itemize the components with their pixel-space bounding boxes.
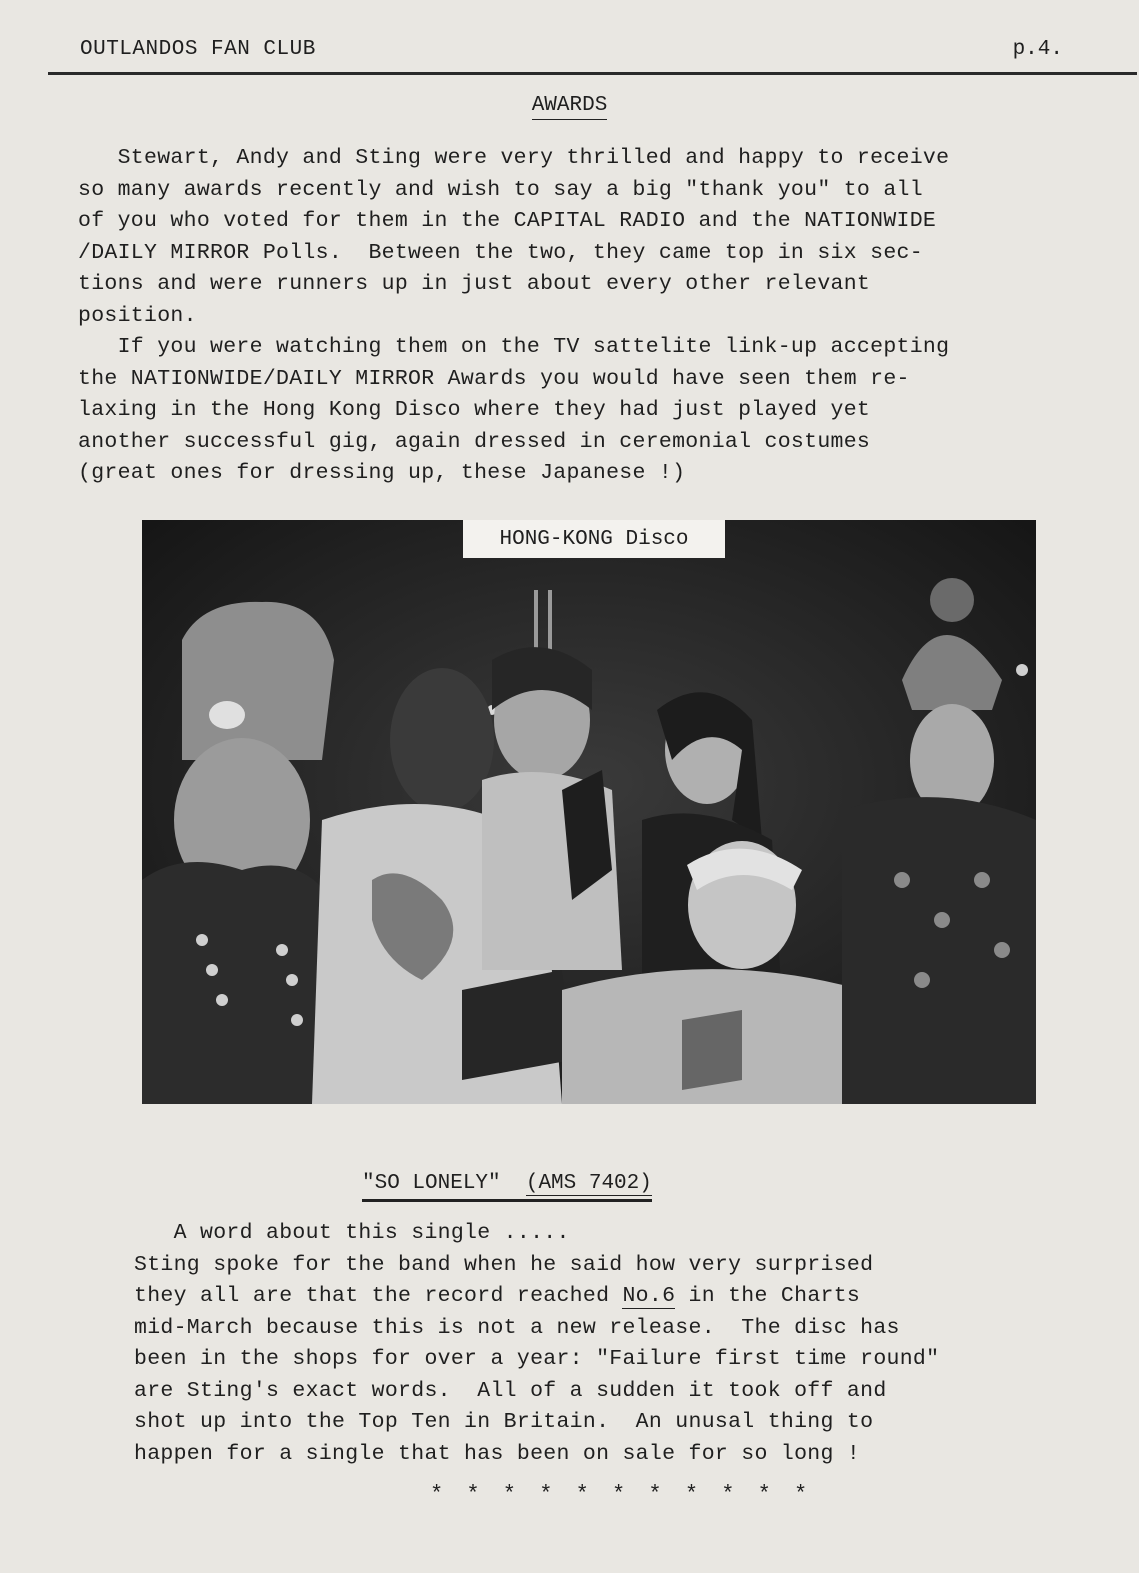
single-line: shot up into the Top Ten in Britain. An unusal thing to (134, 1410, 874, 1434)
awards-line: /DAILY MIRROR Polls. Between the two, they came top in six sec- (78, 240, 923, 265)
single-line: happen for a single that has been on sale for so long ! (134, 1441, 861, 1466)
single-line: mid-March because this is not a new release. The disc has (134, 1315, 900, 1340)
single-line-part: they all are that the record reached (134, 1284, 623, 1308)
single-line: been in the shops for over a year: "Failure first time round" (134, 1347, 940, 1371)
awards-line: position. (78, 303, 197, 328)
awards-line: laxing in the Hong Kong Disco where they had just played yet (78, 398, 871, 422)
awards-heading-text: AWARDS (532, 94, 608, 120)
awards-line: If you were watching them on the TV sattelite link-up accepting (78, 335, 950, 359)
awards-line: so many awards recently and wish to say a big "thank you" to all (78, 177, 923, 202)
awards-line: (great ones for dressing up, these Japanese !) (78, 461, 686, 485)
single-heading (362, 1172, 652, 1202)
awards-line: Stewart, Andy and Sting were very thrilled and happy to receive (78, 146, 950, 170)
single-line: are Sting's exact words. All of a sudden it took off and (134, 1378, 887, 1403)
awards-line: tions and were runners up in just about every other relevant (78, 272, 871, 296)
photo-illustration (142, 520, 1036, 1104)
band-photo (142, 520, 1036, 1104)
newsletter-title: OUTLANDOS FAN CLUB (80, 38, 316, 61)
awards-heading (0, 94, 1139, 117)
single-title-quoted: "SO LONELY" (362, 1172, 501, 1195)
header-rule (48, 72, 1137, 75)
section-divider-stars: * * * * * * * * * * * (430, 1482, 813, 1507)
chart-position: No.6 (622, 1284, 676, 1308)
awards-body (78, 143, 949, 490)
single-line (134, 1281, 939, 1313)
awards-line: the NATIONWIDE/DAILY MIRROR Awards you would have seen them re- (78, 366, 910, 391)
single-line: A word about this single ..... (134, 1221, 570, 1245)
page-number: p.4. (1012, 38, 1063, 61)
single-title-gap (501, 1172, 526, 1195)
single-line-part: in the Charts (675, 1284, 861, 1308)
photo-caption: HONG-KONG Disco (463, 520, 725, 558)
awards-line: of you who voted for them in the CAPITAL RADIO and the NATIONWIDE (78, 209, 937, 233)
single-body (134, 1218, 939, 1470)
single-line: Sting spoke for the band when he said how very surprised (134, 1252, 874, 1277)
single-catalog-code: (AMS 7402) (525, 1172, 652, 1195)
awards-line: another successful gig, again dressed in ceremonial costumes (78, 429, 871, 454)
